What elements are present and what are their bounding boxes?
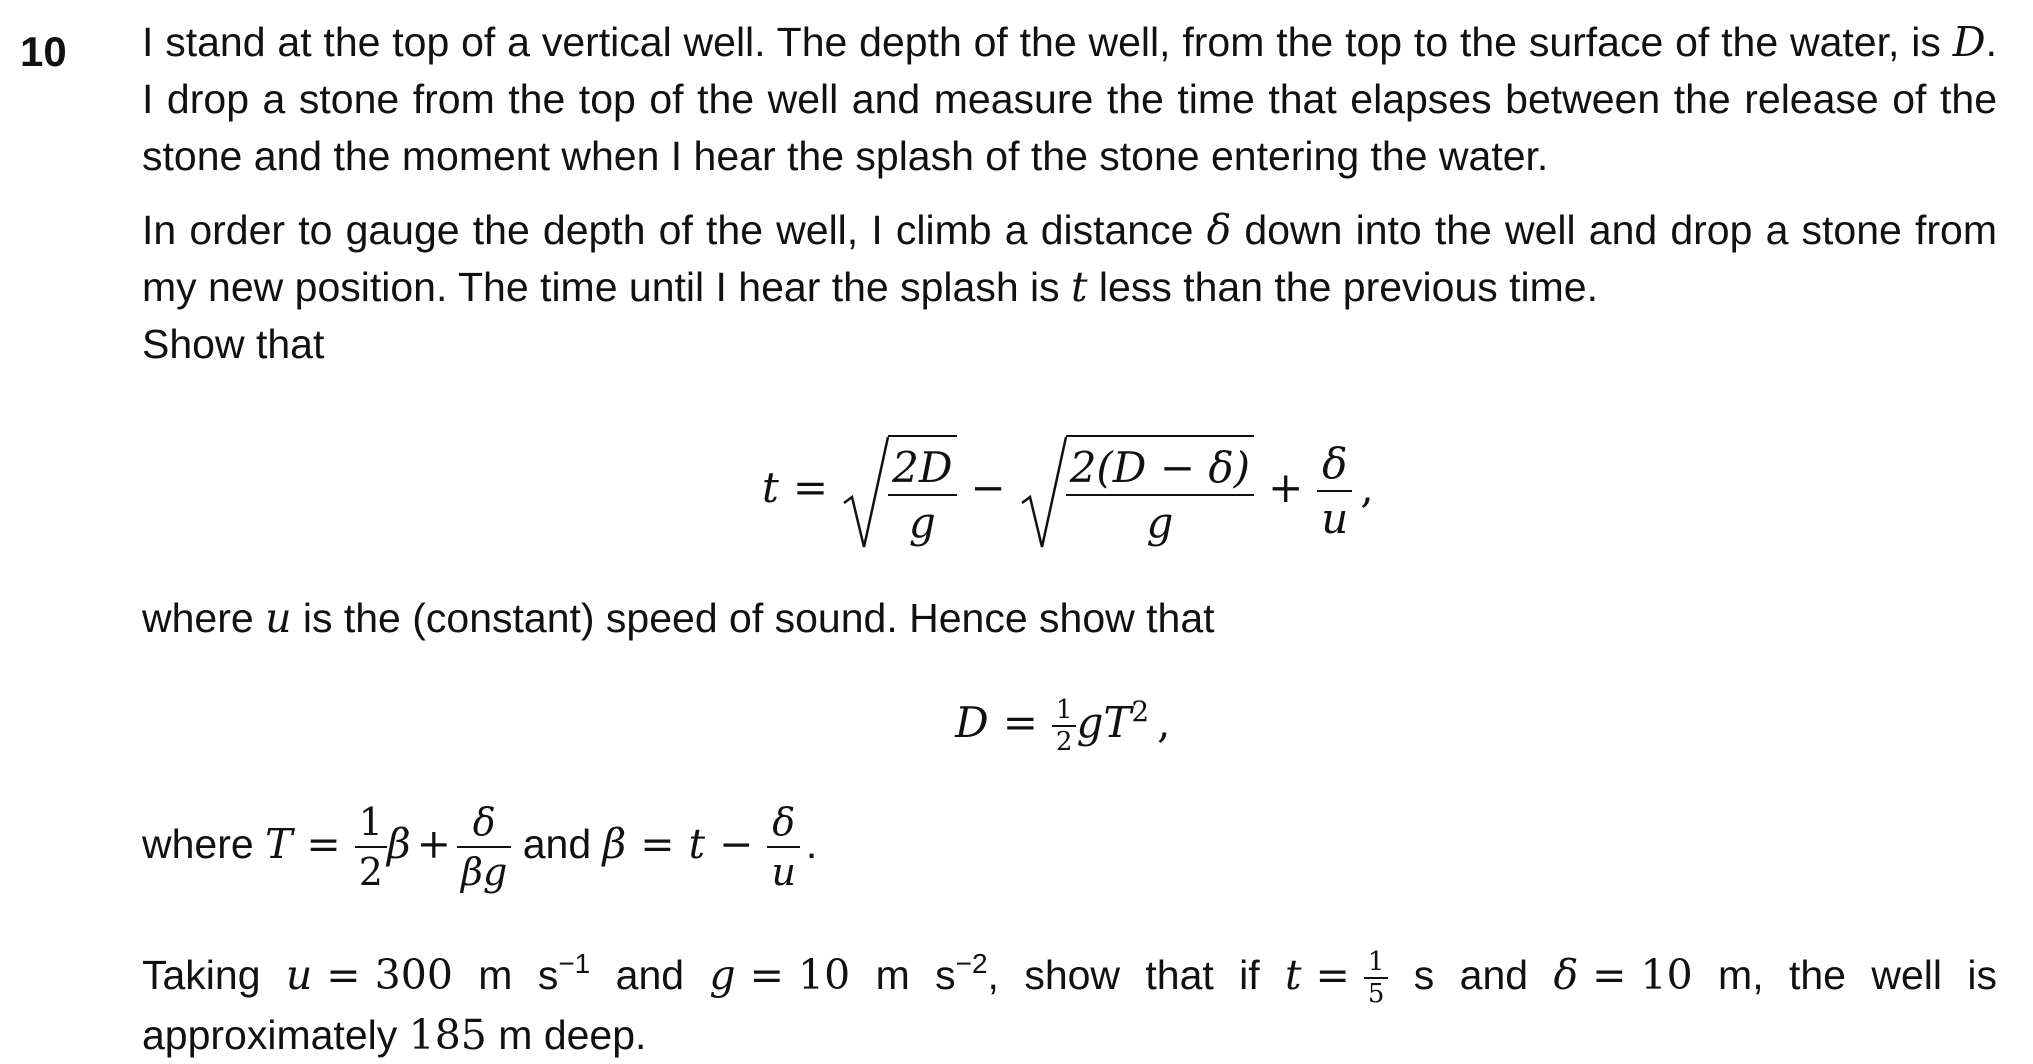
intro-text-2: . I drop a stone from the top of the well and measure the time that elapses between the release of the stone and the moment when I hear the splash of the stone entering the water.: [142, 19, 1997, 179]
var-delta: δ: [1206, 206, 1232, 254]
beta-frac-denominator: u: [771, 850, 796, 894]
eq2-exponent: 2: [1131, 695, 1150, 728]
T-beta: β: [386, 819, 411, 868]
numeric-answer-unit: m deep.: [486, 1012, 647, 1059]
intro-text-1: I stand at the top of a vertical well. The depth of the well, from the top to the surface of the water, is: [142, 19, 1953, 65]
numeric-g: g: [709, 951, 736, 999]
T-half-denominator: 2: [358, 850, 383, 894]
numeric-text-taking: Taking: [142, 952, 286, 998]
setup-text-3: less than the previous time.: [1087, 264, 1598, 310]
eq1-plus: +: [1268, 463, 1304, 512]
numeric-g-value: 10: [798, 951, 851, 999]
eq2-rhs: gT: [1076, 698, 1132, 747]
sqrt-2D-minus-delta-over-g: [1020, 435, 1254, 547]
beta-t: t: [688, 819, 706, 868]
var-beta: β: [602, 819, 627, 868]
eq2-half-denominator: 2: [1055, 727, 1073, 757]
beta-frac-numerator: δ: [767, 800, 799, 848]
var-u: u: [265, 594, 292, 642]
paragraph-intro: [142, 14, 1997, 185]
paragraph-setup: [142, 202, 1997, 373]
numeric-delta: δ: [1553, 951, 1579, 999]
numeric-u: u: [285, 951, 313, 999]
var-D: D: [1952, 18, 1986, 66]
where-u-text-1: where: [142, 595, 266, 641]
numeric-show-text: , show that if: [987, 952, 1286, 998]
numeric-g-unit: m s: [850, 952, 956, 998]
where-T-period: .: [805, 820, 818, 867]
eq1-equals: =: [792, 463, 829, 512]
var-t: t: [1071, 263, 1088, 311]
where-u-text-2: is the (constant) speed of sound. Hence show that: [291, 595, 1215, 641]
numeric-t-equals: =: [1315, 951, 1350, 999]
beta-equals: =: [640, 819, 675, 868]
eq1-lhs: t: [762, 463, 779, 512]
numeric-t-denominator: 5: [1367, 979, 1385, 1010]
numeric-delta-value: 10: [1640, 951, 1693, 999]
where-T-and: and: [511, 820, 603, 867]
equation-t: [762, 435, 1374, 547]
setup-text-4: Show that: [142, 321, 325, 367]
setup-text-1: In order to gauge the depth of the well, I climb a distance: [142, 207, 1207, 253]
numeric-answer-value: 185: [408, 1011, 487, 1060]
paragraph-numeric: [142, 935, 1997, 1064]
numeric-g-equals: =: [749, 951, 785, 999]
eq1-frac-numerator: δ: [1317, 439, 1352, 492]
beta-minus: −: [719, 819, 754, 868]
numeric-u-exponent: −1: [558, 948, 591, 979]
eq1-minus: −: [970, 463, 1006, 512]
numeric-t: t: [1285, 951, 1302, 999]
numeric-delta-unit: m, the well is approximately: [142, 952, 1997, 1059]
eq1-root2-denominator: g: [1146, 498, 1174, 547]
equation-D: [955, 695, 1171, 755]
T-frac-denominator: βg: [461, 850, 508, 894]
eq2-half-numerator: 1: [1052, 697, 1077, 727]
eq2-equals: =: [1002, 698, 1038, 747]
numeric-u-equals: =: [326, 951, 361, 999]
numeric-and: and: [590, 952, 710, 998]
var-T: T: [265, 819, 293, 868]
where-T-text: where: [142, 820, 266, 867]
paragraph-where-u: [142, 590, 1997, 647]
eq1-root1-denominator: g: [908, 498, 936, 547]
eq2-lhs: D: [955, 698, 989, 747]
numeric-g-exponent: −2: [955, 948, 988, 979]
numeric-u-unit: m s: [452, 952, 559, 998]
eq1-root2-numerator: 2(D − δ): [1066, 443, 1254, 496]
question-number: 10: [20, 28, 67, 75]
paragraph-where-T: [142, 800, 1997, 894]
T-frac-numerator: δ: [457, 800, 511, 848]
T-half-numerator: 1: [355, 800, 387, 848]
sqrt-2D-over-g: [842, 435, 956, 547]
T-equals: =: [306, 819, 341, 868]
eq1-frac-denominator: u: [1321, 494, 1349, 543]
numeric-delta-equals: =: [1592, 951, 1627, 999]
T-plus: +: [416, 819, 452, 868]
setup-text-2: down into the well and drop a stone from my new position. The time until I hear the splash is: [142, 207, 1997, 310]
eq1-comma: ,: [1360, 463, 1374, 512]
numeric-u-value: 300: [374, 951, 453, 999]
numeric-t-numerator: 1: [1364, 949, 1389, 979]
numeric-t-unit: s and: [1388, 952, 1554, 998]
eq2-comma: ,: [1157, 698, 1171, 747]
eq1-root1-numerator: 2D: [888, 443, 956, 496]
